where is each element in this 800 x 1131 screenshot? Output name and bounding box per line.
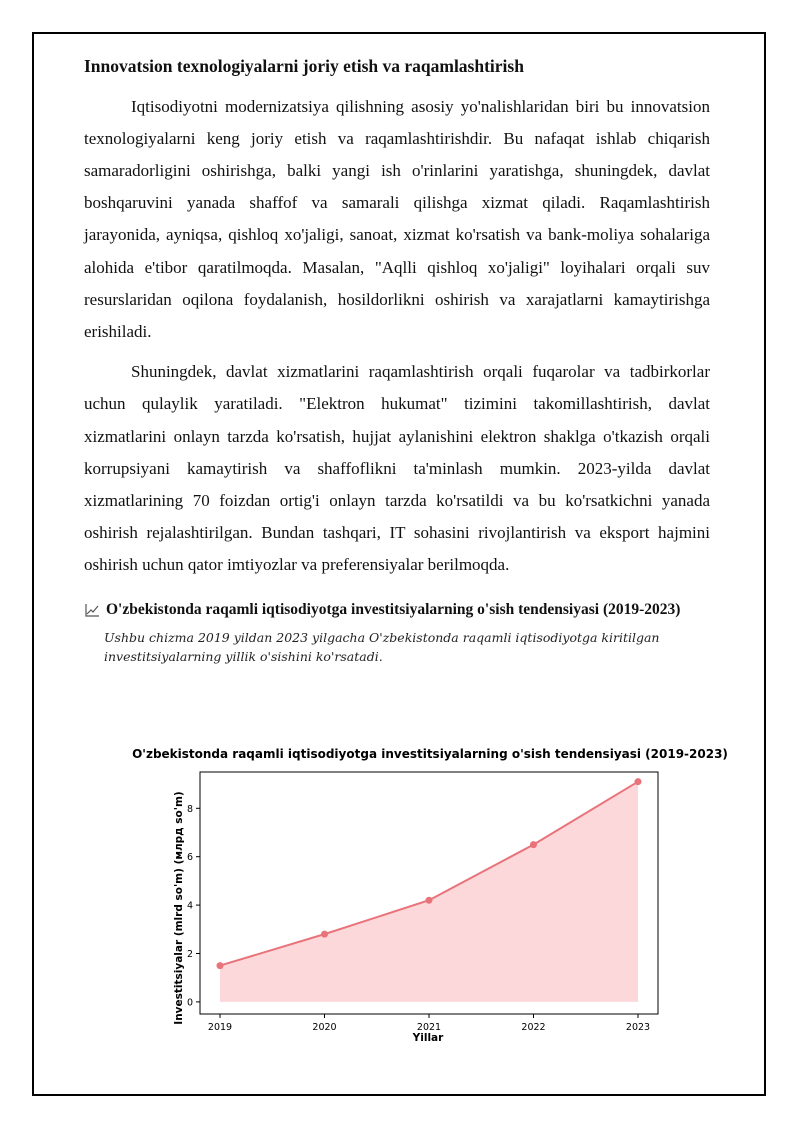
x-tick-label: 2022 xyxy=(521,1022,546,1033)
data-point xyxy=(635,778,642,785)
x-axis-label: Yillar xyxy=(412,1032,444,1044)
chart-svg xyxy=(132,738,728,1058)
y-tick-label: 2 xyxy=(186,949,193,960)
data-point xyxy=(321,931,328,938)
y-tick-label: 6 xyxy=(186,852,193,864)
y-tick-label: 4 xyxy=(186,900,193,912)
x-tick-label: 2023 xyxy=(625,1022,651,1033)
data-point xyxy=(530,841,537,848)
chart-title: O'zbekistonda raqamli iqtisodiyotga investitsiyalarning o'sish tendensiyasi (2019-2023) xyxy=(132,747,728,761)
figure-title-text: O'zbekistonda raqamli iqtisodiyotga investitsiyalarning o'sish tendensiyasi (2019-2023) xyxy=(106,600,681,618)
x-tick-label: 2019 xyxy=(207,1022,233,1033)
x-tick-label: 2021 xyxy=(416,1022,442,1033)
chart xyxy=(132,738,728,1058)
paragraph-1: Iqtisodiyotni modernizatsiya qilishning asosiy yo'nalishlaridan biri bu innovatsion texnologiyalarni keng joriy etish va raqamlashtirishdir. Bu nafaqat ishlab chiqarish samaradorligini oshirishga, balki yangi ish o'rinlarini yaratishga, shuningdek, davlat boshqaruvini yanada shaffof va samarali qilishga xizmat qiladi. Raqamlashtirish jarayonida, ayniqsa, qishloq xo'jaligi, sanoat, xizmat ko'rsatish va bank-moliya sohalariga alohida e'tibor qaratilmoqda. Masalan, "Aqlli qishloq xo'jaligi" loyihalari orqali suv resurslaridan oqilona foydalanish, hosildorlikni oshirish va xarajatlarni kamaytirishga erishiladi. xyxy=(84,96,710,341)
chart-line-icon xyxy=(84,602,100,618)
data-point xyxy=(426,897,433,904)
section-heading: Innovatsion texnologiyalarni joriy etish va raqamlashtirish xyxy=(84,56,524,76)
area-fill xyxy=(220,782,638,1002)
x-tick-label: 2020 xyxy=(312,1022,337,1033)
y-axis-label: Investitsiyalar (mlrd so'm) (млрд so'm) xyxy=(173,791,185,1025)
y-tick-label: 8 xyxy=(186,803,193,815)
data-point xyxy=(217,962,224,969)
figure-title xyxy=(84,600,710,620)
paragraph-2: Shuningdek, davlat xizmatlarini raqamlashtirish orqali fuqarolar va tadbirkorlar uchun qulaylik yaratiladi. "Elektron hukumat" tizimini takomillashtirish, davlat xizmatlarini onlayn tarzda ko'rsatish, hujjat aylanishini elektron shaklga o'tkazish orqali korrupsiyani kamaytirish va shaffoflikni ta'minlash mumkin. 2023-yilda davlat xizmatlarining 70 foizdan ortig'i onlayn tarzda ko'rsatildi va bu ko'rsatkichni yanada oshirish rejalashtirilgan. Bundan tashqari, IT sohasini rivojlantirish va eksport hajmini oshirish uchun qator imtiyozlar va preferensiyalar berilmoqda. xyxy=(84,362,710,575)
y-tick-label: 0 xyxy=(186,997,193,1009)
figure-caption: Ushbu chizma 2019 yildan 2023 yilgacha O'zbekistonda raqamli iqtisodiyotga kiritilgan investitsiyalarning yillik o'sishini ko'rsatadi. xyxy=(104,629,660,664)
document-body xyxy=(84,54,710,666)
